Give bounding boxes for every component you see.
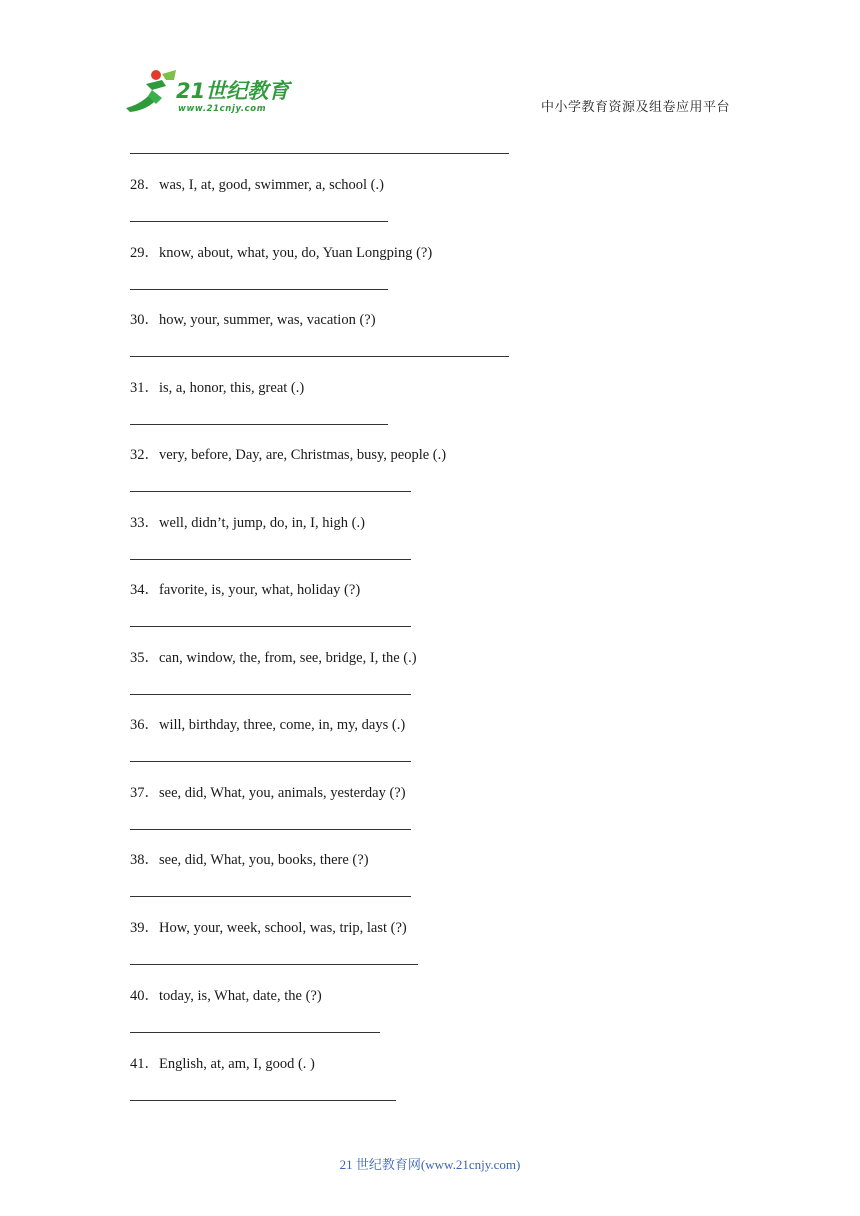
answer-line [130,153,509,154]
question-number: 39． [130,920,159,936]
question-item [130,376,304,397]
answer-line[interactable] [130,694,411,695]
answer-line[interactable] [130,1032,380,1033]
answer-line[interactable] [130,761,411,762]
logo [122,68,292,116]
answer-line[interactable] [130,1100,396,1101]
answer-line[interactable] [130,559,411,560]
question-text: well, didn’t, jump, do, in, I, high (.) [159,515,365,531]
answer-line[interactable] [130,896,411,897]
question-number: 36． [130,717,159,733]
question-number: 41． [130,1056,159,1072]
question-item [130,1052,315,1073]
question-text: is, a, honor, this, great (.) [159,380,305,396]
question-text: can, window, the, from, see, bridge, I, the (.) [159,650,417,666]
question-item [130,781,406,802]
answer-line[interactable] [130,424,388,425]
question-item [130,713,405,734]
question-item [130,511,365,532]
question-number: 33． [130,515,159,531]
question-number: 32． [130,447,159,463]
question-number: 38． [130,852,159,868]
question-text: was, I, at, good, swimmer, a, school (.) [159,177,384,193]
question-item [130,241,432,262]
question-item [130,578,360,599]
answer-line[interactable] [130,964,418,965]
question-item [130,443,446,464]
question-text: see, did, What, you, books, there (?) [159,852,369,868]
question-text: how, your, summer, was, vacation (?) [159,312,376,328]
question-number: 29． [130,245,159,261]
page-footer: 21 世纪教育网(www.21cnjy.com) [339,1157,521,1172]
answer-line[interactable] [130,221,388,222]
answer-line[interactable] [130,491,411,492]
logo-text: 21世纪教育 [176,79,290,103]
question-number: 37． [130,785,159,801]
question-item [130,984,322,1005]
question-number: 34． [130,582,159,598]
question-number: 35． [130,650,159,666]
page-header [0,0,860,130]
question-text: English, at, am, I, good (. ) [159,1056,315,1072]
question-number: 28． [130,177,159,193]
answer-line[interactable] [130,289,388,290]
answer-line[interactable] [130,356,509,357]
question-number: 40． [130,988,159,1004]
question-text: today, is, What, date, the (?) [159,988,322,1004]
answer-line[interactable] [130,626,411,627]
question-text: very, before, Day, are, Christmas, busy, people (.) [159,447,447,463]
question-text: How, your, week, school, was, trip, last (?) [159,920,407,936]
runner-icon [126,70,176,112]
question-item [130,848,369,869]
question-text: know, about, what, you, do, Yuan Longping (?) [159,245,433,261]
logo-url: www.21cnjy.com [178,104,267,114]
question-number: 31． [130,380,159,396]
header-tagline: 中小学教育资源及组卷应用平台 [540,100,730,115]
question-text: favorite, is, your, what, holiday (?) [159,582,361,598]
question-text: will, birthday, three, come, in, my, days (.) [159,717,406,733]
question-item [130,916,407,937]
question-item [130,646,417,667]
question-number: 30． [130,312,159,328]
question-text: see, did, What, you, animals, yesterday (?) [159,785,406,801]
answer-line[interactable] [130,829,411,830]
question-item [130,308,376,329]
question-item [130,173,384,194]
